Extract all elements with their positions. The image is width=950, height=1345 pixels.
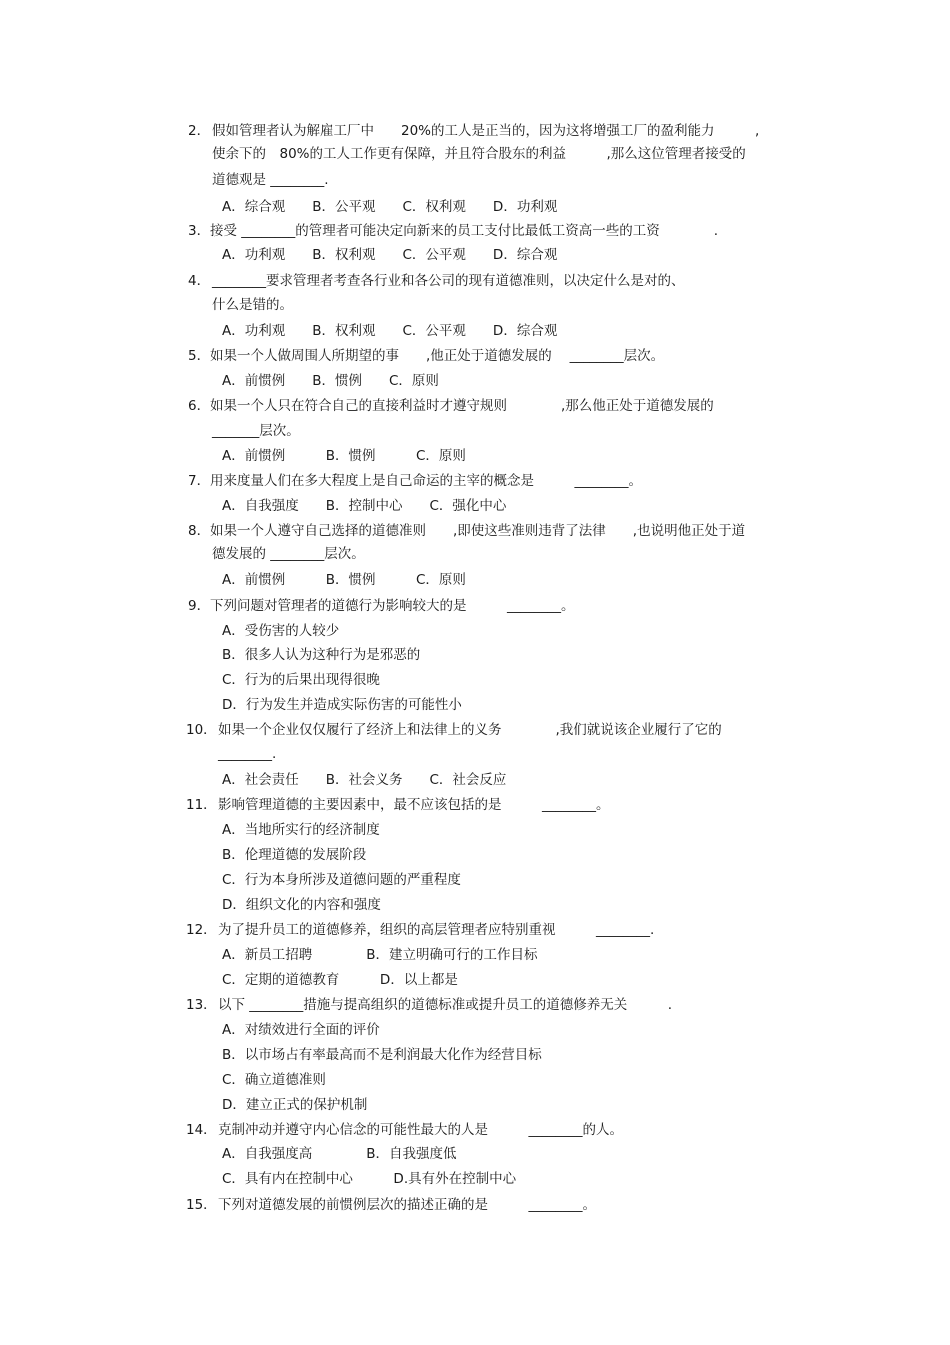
option-line: C．具有内在控制中心 D.具有外在控制中心 bbox=[222, 1171, 517, 1187]
question-text-line: 德发展的 ________层次。 bbox=[212, 546, 365, 562]
question-text-line: 道德观是 ________. bbox=[212, 172, 329, 188]
question-text-line: 以下 ________措施与提高组织的道德标准或提升员工的道德修养无关 . bbox=[218, 997, 673, 1013]
question-text-line: 什么是错的。 bbox=[212, 297, 293, 313]
option-line: A．自我强度高 B．自我强度低 bbox=[222, 1146, 457, 1162]
question-number: 3． bbox=[188, 223, 211, 239]
option-line: A．新员工招聘 B．建立明确可行的工作目标 bbox=[222, 947, 538, 963]
question-number: 10． bbox=[186, 722, 217, 738]
question-number: 2． bbox=[188, 123, 211, 139]
option-line: A．功利观 B．权利观 C．公平观 D．综合观 bbox=[222, 247, 558, 263]
question-text-line: 影响管理道德的主要因素中，最不应该包括的是 ________。 bbox=[218, 797, 610, 813]
question-text-line: 接受 ________的管理者可能决定向新来的员工支付比最低工资高一些的工资 . bbox=[210, 223, 719, 239]
option-line: B．以市场占有率最高而不是利润最大化作为经营目标 bbox=[222, 1047, 542, 1063]
option-line: D．组织文化的内容和强度 bbox=[222, 897, 381, 913]
option-line: A．前惯例 B．惯例 C．原则 bbox=[222, 448, 466, 464]
option-line: A．当地所实行的经济制度 bbox=[222, 822, 380, 838]
option-line: A．受伤害的人较少 bbox=[222, 623, 340, 639]
option-line: A．综合观 B．公平观 C．权利观 D．功利观 bbox=[222, 199, 558, 215]
question-number: 15． bbox=[186, 1197, 217, 1213]
question-text-line: 使余下的 80%的工人工作更有保障，并且符合股东的利益 ,那么这位管理者接受的 bbox=[212, 146, 746, 162]
option-line: A．前惯例 B．惯例 C．原则 bbox=[222, 373, 439, 389]
option-line: D．建立正式的保护机制 bbox=[222, 1097, 368, 1113]
option-line: D．行为发生并造成实际伤害的可能性小 bbox=[222, 697, 462, 713]
question-text-line: 下列问题对管理者的道德行为影响较大的是 ________。 bbox=[210, 598, 575, 614]
question-text-line: 为了提升员工的道德修养，组织的高层管理者应特别重视 ________. bbox=[218, 922, 655, 938]
question-number: 12． bbox=[186, 922, 217, 938]
question-text-line: 如果一个企业仅仅履行了经济上和法律上的义务 ,我们就说该企业履行了它的 bbox=[218, 722, 722, 738]
question-number: 7． bbox=[188, 473, 211, 489]
question-text-line: 用来度量人们在多大程度上是自己命运的主宰的概念是 ________。 bbox=[210, 473, 642, 489]
option-line: C．定期的道德教育 D．以上都是 bbox=[222, 972, 458, 988]
question-number: 8． bbox=[188, 523, 211, 539]
question-text-line: 假如管理者认为解雇工厂中 20%的工人是正当的，因为这将增强工厂的盈利能力 , bbox=[212, 123, 760, 139]
question-number: 6． bbox=[188, 398, 211, 414]
question-text-line: _______层次。 bbox=[212, 423, 300, 439]
option-line: B．很多人认为这种行为是邪恶的 bbox=[222, 647, 421, 663]
option-line: A．社会责任 B．社会义务 C．社会反应 bbox=[222, 772, 507, 788]
option-line: A．功利观 B．权利观 C．公平观 D．综合观 bbox=[222, 323, 558, 339]
question-number: 14． bbox=[186, 1122, 217, 1138]
question-text-line: 如果一个人只在符合自己的直接利益时才遵守规则 ,那么他正处于道德发展的 bbox=[210, 398, 714, 414]
question-number: 11． bbox=[186, 797, 217, 813]
question-number: 4． bbox=[188, 273, 211, 289]
option-line: A．自我强度 B．控制中心 C．强化中心 bbox=[222, 498, 507, 514]
option-line: C．行为本身所涉及道德问题的严重程度 bbox=[222, 872, 461, 888]
option-line: C．确立道德准则 bbox=[222, 1072, 326, 1088]
question-text-line: 如果一个人遵守自己选择的道德准则 ,即使这些准则违背了法律 ,也说明他正处于道 bbox=[210, 523, 746, 539]
question-text-line: ________. bbox=[218, 746, 277, 762]
question-text-line: 下列对道德发展的前惯例层次的描述正确的是 ________。 bbox=[218, 1197, 596, 1213]
option-line: B．伦理道德的发展阶段 bbox=[222, 847, 367, 863]
question-number: 9． bbox=[188, 598, 211, 614]
option-line: A．前惯例 B．惯例 C．原则 bbox=[222, 572, 466, 588]
option-line: C．行为的后果出现得很晚 bbox=[222, 672, 380, 688]
question-text-line: 如果一个人做周围人所期望的事 ,他正处于道德发展的 ________层次。 bbox=[210, 348, 665, 364]
option-line: A．对绩效进行全面的评价 bbox=[222, 1022, 380, 1038]
question-number: 13． bbox=[186, 997, 217, 1013]
question-text-line: 克制冲动并遵守内心信念的可能性最大的人是 ________的人。 bbox=[218, 1122, 623, 1138]
question-number: 5． bbox=[188, 348, 211, 364]
question-text-line: ________要求管理者考查各行业和各公司的现有道德准则，以决定什么是对的、 bbox=[212, 273, 685, 289]
